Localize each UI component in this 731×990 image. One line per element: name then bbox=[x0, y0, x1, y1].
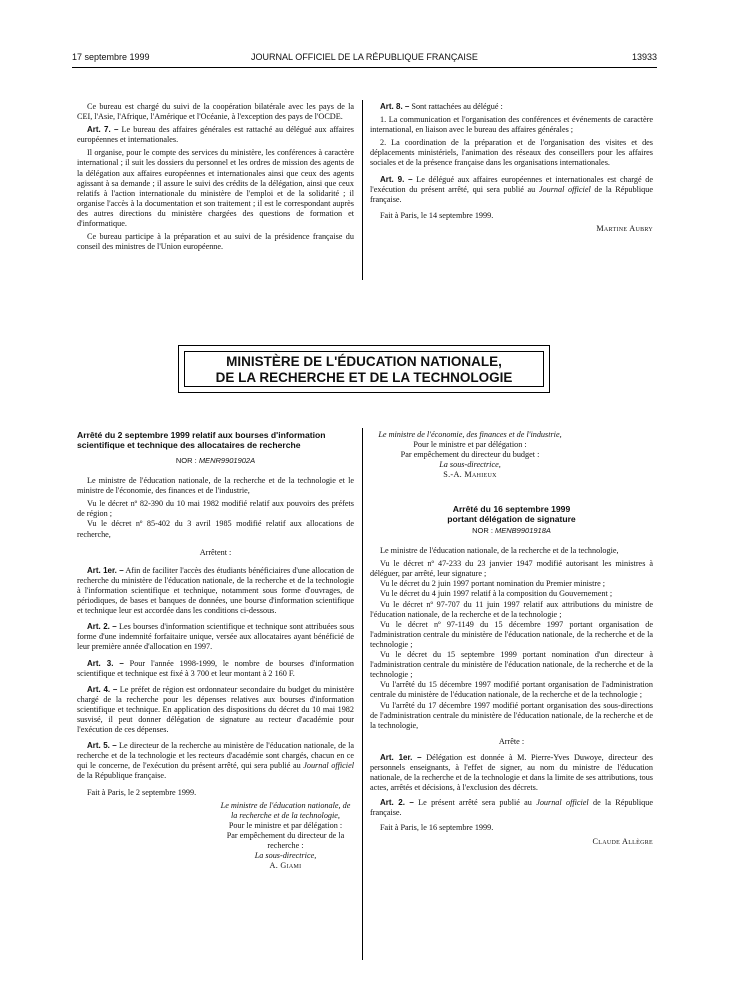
signature: Martine Aubry bbox=[596, 223, 653, 233]
article-text: Le bureau des affaires générales est rattaché au délégué aux affaires européennes et internationales. bbox=[77, 125, 354, 145]
nor-reference bbox=[370, 526, 653, 536]
arrete-delegation bbox=[370, 430, 653, 850]
article-label: Art. 5. – bbox=[87, 741, 117, 751]
article-4 bbox=[77, 685, 354, 735]
list-item: 2. La coordination de la préparation et de l'organisation des visites et des déplacements ministériels, l'animation des réseaux des conseillers pour les affaires sociales et de la présence française dans les organisations internationales. bbox=[370, 138, 653, 168]
column-divider bbox=[362, 428, 363, 960]
article-label: Art. 1er. – bbox=[87, 565, 124, 575]
header-rule bbox=[72, 67, 657, 68]
nor-reference bbox=[77, 456, 354, 466]
article-label: Art. 2. – bbox=[87, 622, 117, 632]
article-label: Art. 7. – bbox=[87, 125, 119, 135]
signature: Claude Allègre bbox=[592, 836, 653, 846]
article-text: Afin de faciliter l'accès des étudiants bénéficiaires d'une allocation de recherche du ministère de l'éducation nationale, de la recherche et de la technologie à l'information scientifique et technique, notamment sous forme d'ouvrages, de périodiques, de bases et banques de données, une bourse d'information scientifique et technique leur est accordée dans les conditions ci-dessous. bbox=[77, 565, 355, 616]
article-text: Le directeur de la recherche au ministère de l'éducation nationale, de la recherche et de la technologie et les recteurs d'académie sont chargés, chacun en ce qui le concerne, de l'exécution du présent arrêté, qui sera publié au bbox=[77, 741, 354, 771]
top-left-column bbox=[77, 102, 354, 255]
arrete-title bbox=[370, 504, 653, 524]
article-text: Pour l'année 1998-1999, le nombre de bourses d'information scientifique et technique est fixé à 3 700 et leur montant à 2 160 F. bbox=[77, 658, 354, 678]
fait-a-paris: Fait à Paris, le 16 septembre 1999. bbox=[380, 823, 494, 833]
article-text: de la République française. bbox=[77, 771, 167, 781]
arrete-bourses bbox=[77, 430, 354, 871]
ministry-title-line: DE LA RECHERCHE ET DE LA TECHNOLOGIE bbox=[215, 370, 513, 385]
signature-block bbox=[370, 430, 570, 480]
article-2 bbox=[370, 798, 653, 818]
article-9 bbox=[370, 175, 653, 205]
article-label: Art. 1er. – bbox=[380, 752, 422, 762]
visa: Vu le décret nº 97-1149 du 15 décembre 1997 portant organisation de l'administration centrale du ministère de l'éducation nationale, de la recherche et de la technologie ; bbox=[370, 619, 653, 649]
visa: Vu le décret nº 85-402 du 3 avril 1985 modifié relatif aux allocations de recherche, bbox=[77, 519, 354, 539]
visa: Vu le décret du 4 juin 1997 relatif à la composition du Gouvernement ; bbox=[380, 589, 613, 599]
visa: Le ministre de l'éducation nationale, de la recherche et de la technologie et le ministre de l'économie, des finances et de l'industrie, bbox=[77, 476, 354, 496]
header-date: 17 septembre 1999 bbox=[72, 52, 150, 62]
page-header bbox=[72, 52, 657, 66]
article-text: Le présent arrêté sera publié au bbox=[413, 798, 537, 808]
article-3 bbox=[77, 659, 354, 679]
journal-reference: Journal officiel bbox=[303, 761, 354, 771]
article-label: Art. 2. – bbox=[380, 798, 414, 808]
signatory-role: Le ministre de l'éducation nationale, de la recherche et de la technologie, bbox=[220, 800, 351, 820]
visa: Vu le décret nº 82-390 du 10 mai 1982 modifié relatif aux pouvoirs des préfets de région ; bbox=[77, 499, 354, 519]
article-label: Art. 9. – bbox=[380, 174, 413, 184]
nor-code: MENR9901902A bbox=[198, 456, 256, 465]
article-label: Art. 8. – bbox=[380, 102, 410, 111]
nor-code: MENB9901918A bbox=[495, 526, 551, 535]
ministry-title-line: MINISTÈRE DE L'ÉDUCATION NATIONALE, bbox=[226, 354, 502, 369]
article-7 bbox=[77, 125, 354, 145]
visa: Vu l'arrêté du 17 décembre 1997 modifié portant organisation des sous-directions de l'administration centrale du ministère de l'éducation nationale, de la recherche et de la technologie, bbox=[370, 700, 653, 730]
fait-a-paris: Fait à Paris, le 14 septembre 1999. bbox=[380, 210, 494, 220]
top-right-column bbox=[370, 102, 653, 237]
article-text: de la République française. bbox=[370, 798, 653, 818]
paragraph: Il organise, pour le compte des services du ministère, les conférences à caractère international ; il suit les dossiers du personnel et les ordres de mission des agents de la délégation aux affaires européennes et internationales ainsi que ceux des agents agissant à sa demande ; il assure le suivi des crédits de la délégation, ainsi que ceux relatifs à l'action internationale du ministère de l'emploi et de la solidarité ; il organise l'accès à la documentation et son traitement ; il est le correspondant auprès des autres directions du ministère chargées des questions de formation et d'informatique. bbox=[77, 148, 354, 229]
article-text: Le délégué aux affaires européennes et internationales est chargé de l'exécution du présent arrêté, qui sera publié au bbox=[370, 174, 654, 194]
column-divider bbox=[362, 100, 363, 280]
arretent: Arrêtent : bbox=[199, 547, 232, 557]
signature-block bbox=[217, 801, 354, 871]
fait-a-paris: Fait à Paris, le 2 septembre 1999. bbox=[87, 787, 197, 797]
arrete-title-line: portant délégation de signature bbox=[447, 514, 576, 524]
visa: Le ministre de l'éducation nationale, de la recherche et de la technologie, bbox=[380, 546, 619, 556]
empechement-line: Par empêchement du directeur de la recherche : bbox=[226, 830, 345, 850]
article-text: Le préfet de région est ordonnateur secondaire du budget du ministère chargé de la recherche pour les dépenses relatives aux bourses d'information scientifique et technique. En application des dispositions du décret du 10 mai 1982 susvisé, il peut donner délégation de signature au recteur d'académie pour l'exécution de ces dépenses. bbox=[77, 684, 354, 735]
journal-title: JOURNAL OFFICIEL DE LA RÉPUBLIQUE FRANÇAISE bbox=[251, 52, 478, 62]
nor-label: NOR : bbox=[175, 456, 199, 465]
arrete-word: Arrête : bbox=[498, 736, 525, 746]
article-1 bbox=[77, 566, 354, 616]
visa: Vu le décret du 2 juin 1997 portant nomination du Premier ministre ; bbox=[380, 579, 606, 589]
signature: S.-A. Mahieux bbox=[443, 470, 497, 479]
signatory-title: La sous-directrice, bbox=[254, 850, 317, 860]
visa: Vu le décret nº 97-707 du 11 juin 1997 relatif aux attributions du ministre de l'éducation nationale, de la recherche et de la technologie ; bbox=[370, 599, 653, 619]
paragraph: Ce bureau participe à la préparation et au suivi de la présidence française du conseil des ministres de l'Union européenne. bbox=[77, 232, 354, 252]
signature: A. Giami bbox=[269, 860, 302, 870]
article-label: Art. 3. – bbox=[87, 658, 124, 668]
article-text: Sont rattachées au délégué : bbox=[409, 102, 503, 111]
article-8 bbox=[370, 102, 653, 112]
list-item: 1. La communication et l'organisation des conférences et événements de caractère international, en liaison avec le bureau des affaires générales ; bbox=[370, 115, 653, 135]
article-text: de la République française. bbox=[370, 184, 653, 204]
visa: Vu le décret nº 47-233 du 23 janvier 1947 modifié autorisant les ministres à déléguer, par arrêté, leur signature ; bbox=[370, 559, 653, 579]
signatory-role: Le ministre de l'économie, des finances et de l'industrie, bbox=[378, 430, 562, 439]
article-label: Art. 4. – bbox=[87, 684, 118, 694]
delegation-line: Pour le ministre et par délégation : bbox=[228, 820, 343, 830]
article-2 bbox=[77, 622, 354, 652]
visa: Vu le décret du 15 septembre 1999 portant nomination d'un directeur à l'administration centrale du ministère de l'éducation nationale, de la recherche et de la technologie ; bbox=[370, 650, 653, 680]
ministry-title bbox=[184, 351, 544, 387]
journal-reference: Journal officiel bbox=[536, 798, 589, 808]
delegation-line: Pour le ministre et par délégation : bbox=[413, 440, 527, 449]
page-number: 13933 bbox=[631, 52, 657, 62]
arrete-title-line: Arrêté du 16 septembre 1999 bbox=[452, 504, 571, 514]
signatory-title: La sous-directrice, bbox=[439, 460, 501, 469]
article-text: Délégation est donnée à M. Pierre-Yves Duwoye, directeur des personnels enseignants, à l'effet de signer, au nom du ministre de l'éducation nationale, de la recherche et de la technologie et dans la limite de ses attributions, tous actes, arrêtés et décisions, à l'exclusion des décrets. bbox=[370, 752, 653, 793]
article-5 bbox=[77, 741, 354, 781]
arrete-title: Arrêté du 2 septembre 1999 relatif aux bourses d'information scientifique et technique des allocataires de recherche bbox=[77, 430, 326, 450]
nor-label: NOR : bbox=[472, 526, 496, 535]
visa: Vu l'arrêté du 15 décembre 1997 modifié portant organisation de l'administration centrale du ministère de l'éducation nationale, de la recherche et de la technologie ; bbox=[370, 680, 653, 700]
journal-reference: Journal officiel bbox=[538, 184, 591, 194]
paragraph: Ce bureau est chargé du suivi de la coopération bilatérale avec les pays de la CEI, l'Asie, l'Afrique, l'Amérique et l'Océanie, à l'exception des pays de l'OCDE. bbox=[77, 102, 354, 122]
empechement-line: Par empêchement du directeur du budget : bbox=[400, 450, 540, 459]
article-text: Les bourses d'information scientifique et technique sont attribuées sous forme d'une indemnité forfaitaire unique, versée aux allocataires ayant bénéficié de leur première année d'allocation en 1997. bbox=[77, 622, 354, 652]
article-1 bbox=[370, 753, 653, 793]
